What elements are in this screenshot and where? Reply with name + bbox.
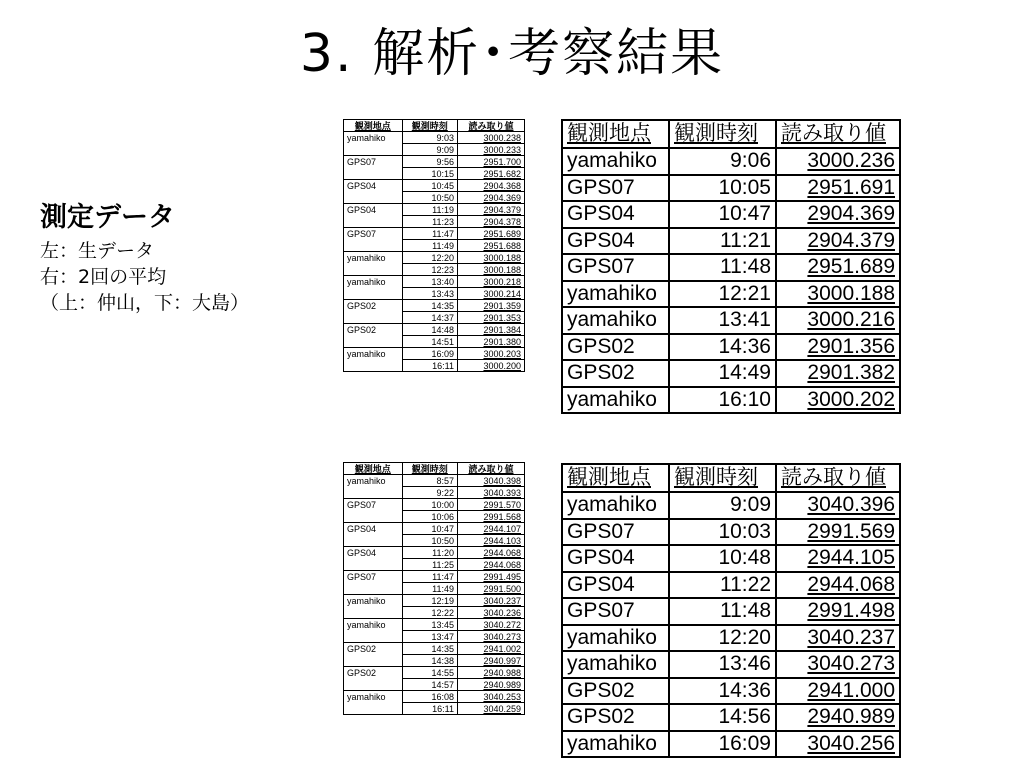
table-row [344, 679, 525, 691]
cell-time: 11:21 [669, 228, 776, 255]
cell-time: 8:57 [402, 475, 457, 487]
table-row [344, 511, 525, 523]
average-table-top [561, 119, 901, 414]
table-row [344, 655, 525, 667]
table-row [562, 228, 900, 255]
table-row [344, 324, 525, 336]
avg-header-time: 観測時刻 [669, 120, 776, 148]
cell-value: 3040.273 [458, 631, 525, 643]
table-row [562, 731, 900, 758]
cell-value: 2941.000 [776, 678, 900, 705]
cell-value: 2901.382 [776, 360, 900, 387]
cell-location [344, 535, 403, 547]
cell-value: 2991.569 [776, 519, 900, 546]
cell-time: 13:45 [402, 619, 457, 631]
cell-value: 2904.379 [458, 204, 525, 216]
sidebar-line-right: 右：2回の平均 [40, 266, 167, 288]
cell-time: 11:47 [402, 571, 457, 583]
cell-value: 3040.398 [458, 475, 525, 487]
cell-location [344, 703, 403, 715]
cell-value: 2944.105 [776, 545, 900, 572]
table-row [344, 499, 525, 511]
cell-location [344, 631, 403, 643]
cell-location: GPS07 [562, 598, 669, 625]
table-row [344, 156, 525, 168]
cell-time: 16:09 [402, 348, 457, 360]
cell-location: yamahiko [562, 625, 669, 652]
table-row [344, 523, 525, 535]
cell-location: GPS04 [344, 523, 403, 535]
cell-value: 2951.691 [776, 175, 900, 202]
table-row [562, 625, 900, 652]
cell-time: 12:20 [402, 252, 457, 264]
table-row [344, 547, 525, 559]
table-row [344, 252, 525, 264]
cell-location: yamahiko [562, 148, 669, 175]
cell-value: 3040.237 [776, 625, 900, 652]
cell-time: 14:56 [669, 704, 776, 731]
cell-value: 2991.495 [458, 571, 525, 583]
cell-location: yamahiko [562, 651, 669, 678]
cell-time: 11:48 [669, 254, 776, 281]
cell-location: yamahiko [562, 731, 669, 758]
table-row [562, 598, 900, 625]
cell-value: 2904.369 [458, 192, 525, 204]
cell-time: 10:03 [669, 519, 776, 546]
cell-value: 2951.688 [458, 240, 525, 252]
cell-location [344, 559, 403, 571]
sidebar-description [40, 200, 249, 316]
cell-value: 3040.256 [776, 731, 900, 758]
table-row [562, 307, 900, 334]
cell-value: 2944.068 [776, 572, 900, 599]
raw-header-value: 読み取り値 [458, 120, 525, 132]
cell-location: GPS04 [562, 572, 669, 599]
cell-value: 2944.068 [458, 559, 525, 571]
cell-value: 2944.068 [458, 547, 525, 559]
cell-location: GPS04 [344, 180, 403, 192]
cell-time: 14:51 [402, 336, 457, 348]
cell-value: 2901.359 [458, 300, 525, 312]
cell-value: 3040.393 [458, 487, 525, 499]
cell-value: 3040.253 [458, 691, 525, 703]
cell-value: 2901.353 [458, 312, 525, 324]
cell-time: 16:10 [669, 387, 776, 414]
cell-location [344, 288, 403, 300]
table-row [344, 144, 525, 156]
raw-data-table-top [343, 119, 525, 372]
table-row [562, 519, 900, 546]
table-row [344, 300, 525, 312]
cell-time: 11:25 [402, 559, 457, 571]
cell-time: 10:50 [402, 535, 457, 547]
cell-time: 12:22 [402, 607, 457, 619]
cell-location: GPS02 [344, 300, 403, 312]
cell-location: GPS02 [562, 704, 669, 731]
cell-time: 16:11 [402, 703, 457, 715]
cell-value: 3000.216 [776, 307, 900, 334]
table-row [344, 583, 525, 595]
cell-location [344, 312, 403, 324]
cell-time: 11:19 [402, 204, 457, 216]
cell-time: 10:50 [402, 192, 457, 204]
cell-value: 3040.272 [458, 619, 525, 631]
cell-value: 3000.202 [776, 387, 900, 414]
cell-value: 2940.988 [458, 667, 525, 679]
table-row [562, 334, 900, 361]
cell-location: GPS04 [562, 545, 669, 572]
cell-time: 13:43 [402, 288, 457, 300]
cell-time: 11:47 [402, 228, 457, 240]
cell-value: 2940.997 [458, 655, 525, 667]
cell-location: yamahiko [562, 492, 669, 519]
cell-location: yamahiko [344, 619, 403, 631]
table-row [562, 492, 900, 519]
cell-time: 16:08 [402, 691, 457, 703]
table-row [562, 572, 900, 599]
cell-location: yamahiko [562, 387, 669, 414]
cell-value: 2951.700 [458, 156, 525, 168]
raw-header-location: 観測地点 [344, 120, 403, 132]
cell-value: 3040.273 [776, 651, 900, 678]
cell-value: 2991.498 [776, 598, 900, 625]
table-row [344, 475, 525, 487]
cell-value: 2904.369 [776, 201, 900, 228]
cell-location: GPS04 [562, 228, 669, 255]
cell-value: 3000.200 [458, 360, 525, 372]
table-row [562, 201, 900, 228]
table-row [344, 264, 525, 276]
average-table-bottom [561, 463, 901, 758]
table-row [344, 595, 525, 607]
cell-location: yamahiko [344, 691, 403, 703]
cell-value: 2901.380 [458, 336, 525, 348]
cell-location: GPS02 [344, 324, 403, 336]
cell-location [344, 583, 403, 595]
cell-time: 14:55 [402, 667, 457, 679]
table-row [344, 487, 525, 499]
cell-location: yamahiko [344, 595, 403, 607]
cell-location: GPS07 [344, 571, 403, 583]
cell-time: 10:47 [402, 523, 457, 535]
table-row [562, 704, 900, 731]
table-row [344, 360, 525, 372]
cell-time: 11:48 [669, 598, 776, 625]
cell-location [344, 264, 403, 276]
cell-value: 3000.188 [458, 264, 525, 276]
cell-time: 9:09 [669, 492, 776, 519]
cell-location: GPS04 [344, 547, 403, 559]
cell-time: 14:36 [669, 334, 776, 361]
table-row [344, 180, 525, 192]
table-row [344, 571, 525, 583]
table-row [344, 535, 525, 547]
cell-value: 3000.238 [458, 132, 525, 144]
cell-value: 2941.002 [458, 643, 525, 655]
cell-time: 12:20 [669, 625, 776, 652]
cell-time: 14:38 [402, 655, 457, 667]
table-row [562, 254, 900, 281]
cell-location: GPS04 [344, 204, 403, 216]
cell-location [344, 607, 403, 619]
table-row [344, 240, 525, 252]
cell-time: 10:45 [402, 180, 457, 192]
table-row [344, 276, 525, 288]
cell-time: 14:37 [402, 312, 457, 324]
cell-time: 11:49 [402, 583, 457, 595]
cell-time: 12:19 [402, 595, 457, 607]
cell-value: 3040.237 [458, 595, 525, 607]
cell-time: 10:06 [402, 511, 457, 523]
cell-location: GPS07 [562, 254, 669, 281]
cell-value: 3040.396 [776, 492, 900, 519]
table-row [344, 288, 525, 300]
raw-header-time: 観測時刻 [402, 463, 457, 475]
cell-time: 11:20 [402, 547, 457, 559]
cell-time: 14:49 [669, 360, 776, 387]
cell-location: GPS07 [562, 175, 669, 202]
table-row [344, 643, 525, 655]
table-row [344, 192, 525, 204]
avg-header-time: 観測時刻 [669, 464, 776, 492]
cell-value: 2944.103 [458, 535, 525, 547]
cell-value: 3000.236 [776, 148, 900, 175]
cell-time: 14:35 [402, 643, 457, 655]
table-row [344, 204, 525, 216]
avg-header-location: 観測地点 [562, 120, 669, 148]
cell-time: 10:00 [402, 499, 457, 511]
table-row [562, 175, 900, 202]
cell-time: 13:46 [669, 651, 776, 678]
raw-header-location: 観測地点 [344, 463, 403, 475]
cell-location [344, 487, 403, 499]
cell-location [344, 192, 403, 204]
cell-location: yamahiko [344, 252, 403, 264]
cell-time: 9:09 [402, 144, 457, 156]
cell-location [344, 360, 403, 372]
cell-time: 9:22 [402, 487, 457, 499]
cell-time: 16:11 [402, 360, 457, 372]
avg-header-value: 読み取り値 [776, 464, 900, 492]
cell-location [344, 679, 403, 691]
cell-time: 12:23 [402, 264, 457, 276]
cell-location: GPS02 [562, 360, 669, 387]
cell-value: 2940.989 [458, 679, 525, 691]
table-row [344, 619, 525, 631]
cell-value: 3000.218 [458, 276, 525, 288]
table-row [344, 631, 525, 643]
cell-time: 14:48 [402, 324, 457, 336]
cell-time: 14:57 [402, 679, 457, 691]
slide-title: 3. 解析･考察結果 [299, 24, 725, 84]
cell-time: 9:56 [402, 156, 457, 168]
cell-time: 9:06 [669, 148, 776, 175]
cell-time: 11:22 [669, 572, 776, 599]
sidebar-heading: 測定データ [40, 202, 175, 233]
table-row [344, 607, 525, 619]
cell-location [344, 511, 403, 523]
table-row [562, 387, 900, 414]
cell-time: 10:05 [669, 175, 776, 202]
cell-value: 2904.368 [458, 180, 525, 192]
cell-location [344, 655, 403, 667]
table-row [344, 691, 525, 703]
raw-header-value: 読み取り値 [458, 463, 525, 475]
cell-value: 2901.356 [776, 334, 900, 361]
cell-value: 2940.989 [776, 704, 900, 731]
cell-time: 11:49 [402, 240, 457, 252]
cell-value: 3000.203 [458, 348, 525, 360]
table-row [344, 132, 525, 144]
table-row [344, 336, 525, 348]
cell-value: 3000.233 [458, 144, 525, 156]
table-row [562, 360, 900, 387]
cell-location: yamahiko [562, 307, 669, 334]
cell-value: 2991.500 [458, 583, 525, 595]
cell-value: 2904.379 [776, 228, 900, 255]
cell-location: yamahiko [344, 276, 403, 288]
table-row [344, 348, 525, 360]
cell-location: GPS02 [344, 643, 403, 655]
cell-value: 2991.570 [458, 499, 525, 511]
table-row [344, 703, 525, 715]
avg-header-location: 観測地点 [562, 464, 669, 492]
avg-header-value: 読み取り値 [776, 120, 900, 148]
cell-location [344, 216, 403, 228]
cell-time: 9:03 [402, 132, 457, 144]
table-row [344, 228, 525, 240]
raw-data-table-bottom [343, 462, 525, 715]
cell-value: 2951.689 [776, 254, 900, 281]
cell-location: yamahiko [344, 475, 403, 487]
cell-time: 12:21 [669, 281, 776, 308]
cell-location: GPS07 [344, 228, 403, 240]
table-row [344, 216, 525, 228]
cell-location: GPS04 [562, 201, 669, 228]
cell-time: 13:41 [669, 307, 776, 334]
cell-value: 2991.568 [458, 511, 525, 523]
cell-location: yamahiko [344, 132, 403, 144]
table-row [344, 168, 525, 180]
table-row [562, 545, 900, 572]
cell-time: 11:23 [402, 216, 457, 228]
cell-value: 3000.214 [458, 288, 525, 300]
cell-time: 16:09 [669, 731, 776, 758]
cell-value: 3000.188 [776, 281, 900, 308]
table-row [562, 651, 900, 678]
cell-value: 2951.682 [458, 168, 525, 180]
cell-location: GPS02 [344, 667, 403, 679]
cell-value: 2951.689 [458, 228, 525, 240]
cell-time: 13:40 [402, 276, 457, 288]
raw-header-time: 観測時刻 [402, 120, 457, 132]
cell-value: 2904.378 [458, 216, 525, 228]
cell-value: 3040.259 [458, 703, 525, 715]
table-row [344, 312, 525, 324]
cell-location [344, 144, 403, 156]
cell-time: 10:47 [669, 201, 776, 228]
table-row [344, 559, 525, 571]
cell-time: 14:36 [669, 678, 776, 705]
cell-location: GPS07 [344, 499, 403, 511]
cell-value: 2944.107 [458, 523, 525, 535]
table-row [344, 667, 525, 679]
table-row [562, 281, 900, 308]
table-row [562, 678, 900, 705]
cell-value: 3000.188 [458, 252, 525, 264]
table-row [562, 148, 900, 175]
cell-location: GPS02 [562, 334, 669, 361]
cell-location [344, 240, 403, 252]
cell-location [344, 168, 403, 180]
cell-time: 13:47 [402, 631, 457, 643]
sidebar-line-left: 左：生データ [40, 240, 155, 262]
cell-location: GPS07 [562, 519, 669, 546]
cell-value: 2901.384 [458, 324, 525, 336]
sidebar-line-locations: （上：仲山，下：大島） [40, 292, 250, 314]
cell-value: 3040.236 [458, 607, 525, 619]
cell-time: 14:35 [402, 300, 457, 312]
cell-location: yamahiko [344, 348, 403, 360]
cell-location [344, 336, 403, 348]
cell-location: GPS02 [562, 678, 669, 705]
cell-location: GPS07 [344, 156, 403, 168]
cell-time: 10:15 [402, 168, 457, 180]
cell-time: 10:48 [669, 545, 776, 572]
cell-location: yamahiko [562, 281, 669, 308]
